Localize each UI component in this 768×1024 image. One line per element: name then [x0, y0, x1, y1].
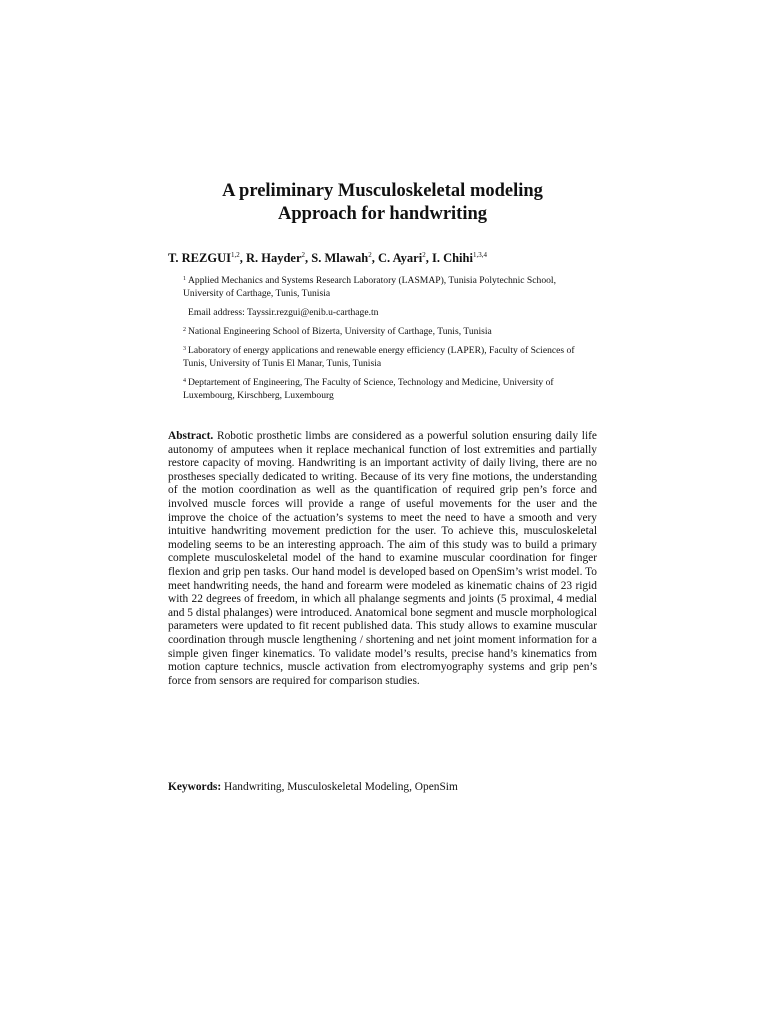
keywords-heading: Keywords:: [168, 781, 222, 793]
abstract-body: Robotic prosthetic limbs are considered as a powerful solution ensuring daily life autonomy of amputees when it replace mechanical function of lost extremities and partially restore capacity of moving. Handwriting is an important activity of daily living, there are no prostheses specially dedicated to writing. Because of its very fine motions, the understanding of the motion coordination as well as the quantification of required grip pen’s force and involved muscle forces will provide a range of useful movements for the user and the improve the choice of the actuation’s systems to meet the need to have a smooth and very intuitive handwriting movement prediction for the user. To achieve this, musculoskeletal modeling seems to be an interesting approach. The aim of this study was to build a primary complete musculoskeletal model of the hand to examine muscular coordination for finger flexion and grip pen tasks. Our hand model is developed based on OpenSim’s wrist model. To meet handwriting needs, the hand and forearm were modeled as kinematic chains of 23 rigid with 22 degrees of freedom, in which all phalange segments and joints (5 proximal, 4 medial and 5 distal phalanges) were introduced. Anatomical bone segment and muscle morphological parameters were updated to fit recent published data. This study allows to examine muscular coordination through muscle lengthening / shortening and net joint moment information for a simple given finger kinematics. To validate model’s results, precise hand’s kinematics from motion capture technics, muscle activation from electromyography systems and grip pen’s force from sensors are required for comparison studies.: [168, 430, 597, 687]
author: S. Mlawah$^2$,: [311, 251, 378, 265]
abstract: [168, 430, 597, 688]
author: T. REZGUI$^{1,2}$,: [168, 251, 246, 265]
abstract-heading: Abstract.: [168, 430, 214, 442]
author-list: [168, 250, 608, 266]
author: I. Chihi$^{1,3,4}$: [431, 251, 487, 265]
paper-title: [168, 180, 597, 226]
title-line-1: A preliminary Musculoskeletal modeling: [222, 181, 543, 201]
affiliation-2: $^2$ National Engineering School of Bizerta, University of Carthage, Tunis, Tunisia: [183, 326, 492, 337]
author: C. Ayari$^2$,: [378, 251, 432, 265]
keywords: [168, 780, 597, 794]
keywords-list: Handwriting, Musculoskeletal Modeling, OpenSim: [224, 781, 458, 793]
affiliations: [183, 274, 597, 408]
affiliation-4: $^4$ Deptartement of Engineering, The Faculty of Science, Technology and Medicine, University of Luxembourg, Kirschberg, Luxembourg: [183, 377, 554, 401]
affiliation-3: $^3$ Laboratory of energy applications and renewable energy efficiency (LAPER), Faculty of Sciences of Tunis, University of Tunis El Manar, Tunis, Tunisia: [183, 345, 575, 369]
author: R. Hayder$^2$,: [245, 251, 312, 265]
affiliation-1: $^1$ Applied Mechanics and Systems Research Laboratory (LASMAP), Tunisia Polytechnic School, University of Carthage, Tunis, Tunisia: [183, 275, 556, 299]
title-line-2: Approach for handwriting: [277, 204, 488, 224]
email-address: Email address: Tayssir.rezgui@enib.u-carthage.tn: [188, 307, 379, 318]
